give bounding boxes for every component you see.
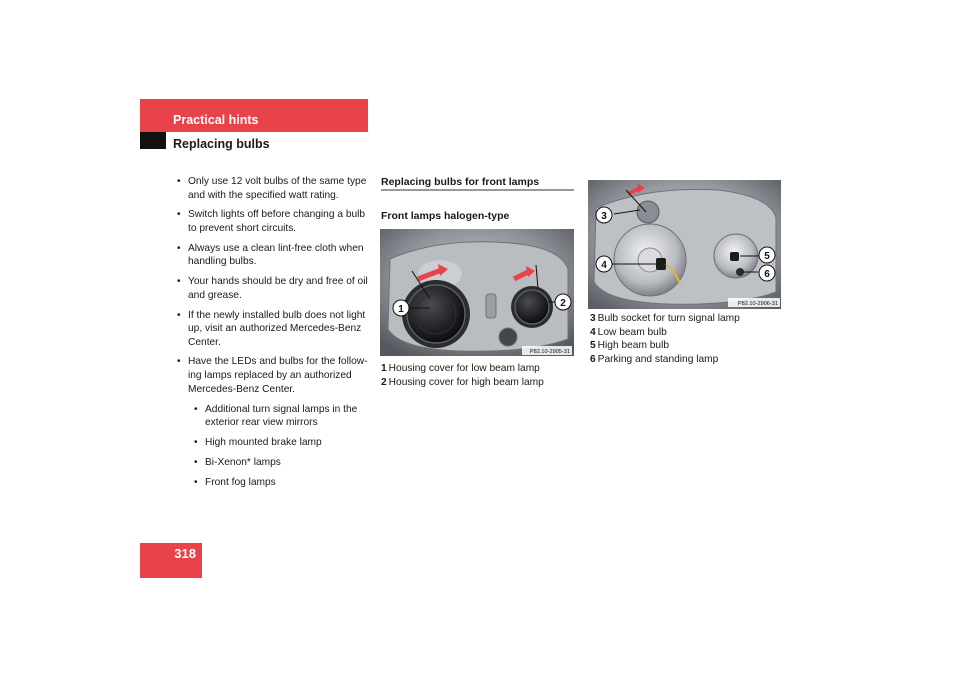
callout-4: 4 — [601, 260, 607, 271]
sub-bullet-item: • High mounted brake lamp — [188, 436, 373, 450]
callout-3: 3 — [601, 211, 607, 222]
sub-bullet-item: • Additional turn signal lamps in the exterior rear view mirrors — [188, 403, 373, 430]
headlamp-bulbs-illustration — [588, 180, 781, 309]
headlamp-bulbs-photo — [588, 180, 781, 309]
figure2-legend — [590, 312, 740, 366]
legend-item: 1 Housing cover for low beam lamp — [381, 363, 540, 374]
bullet-item: • Your hands should be dry and free of oil and grease. — [175, 275, 373, 302]
figure1-legend — [381, 362, 544, 389]
legend-item: 5 High beam bulb — [590, 340, 670, 352]
bullet-text: Have the LEDs and bulbs for the follow-ing lamps replaced by an authorized Mercedes-Benz Center. — [188, 356, 368, 395]
sub-bullet-item: • Front fog lamps — [188, 476, 373, 490]
legend-item: 3 Bulb socket for turn signal lamp — [590, 313, 740, 324]
figure-code: P82.10-2905-31 — [529, 349, 570, 355]
callout-1: 1 — [398, 304, 404, 315]
section-heading: Replacing bulbs for front lamps — [381, 176, 540, 188]
callout-6: 6 — [764, 269, 770, 280]
sub-heading: Front lamps halogen-type — [381, 210, 510, 222]
bullet-item: • Switch lights off before changing a bulb to prevent short circuits. — [175, 208, 373, 235]
legend-item: 6 Parking and standing lamp — [590, 353, 719, 365]
callout-2: 2 — [560, 298, 566, 309]
bullet-item: • Always use a clean lint-free cloth when handling bulbs. — [175, 242, 373, 269]
callout-5: 5 — [764, 251, 770, 262]
legend-item: 2 Housing cover for high beam lamp — [381, 376, 544, 388]
bullet-item: • If the newly installed bulb does not light up, visit an authorized Mercedes-Benz Center. — [175, 309, 373, 350]
page-number: 318 — [174, 546, 196, 561]
section-title: Replacing bulbs — [173, 137, 270, 151]
safety-bullets — [175, 175, 373, 495]
headlamp-housing-photo — [380, 229, 574, 356]
page-number-badge — [140, 543, 202, 578]
bullet-item — [175, 355, 373, 489]
figure-code: P82.10-2906-31 — [737, 301, 778, 307]
section-marker — [140, 132, 166, 149]
legend-item: 4 Low beam bulb — [590, 326, 667, 338]
heading-rule — [381, 189, 574, 191]
bullet-item: • Only use 12 volt bulbs of the same type and with the specified watt rating. — [175, 175, 373, 202]
headlamp-rear-illustration — [380, 229, 574, 356]
sub-bullet-list — [188, 403, 373, 490]
chapter-title: Practical hints — [173, 113, 259, 127]
sub-bullet-item: • Bi-Xenon* lamps — [188, 456, 373, 470]
